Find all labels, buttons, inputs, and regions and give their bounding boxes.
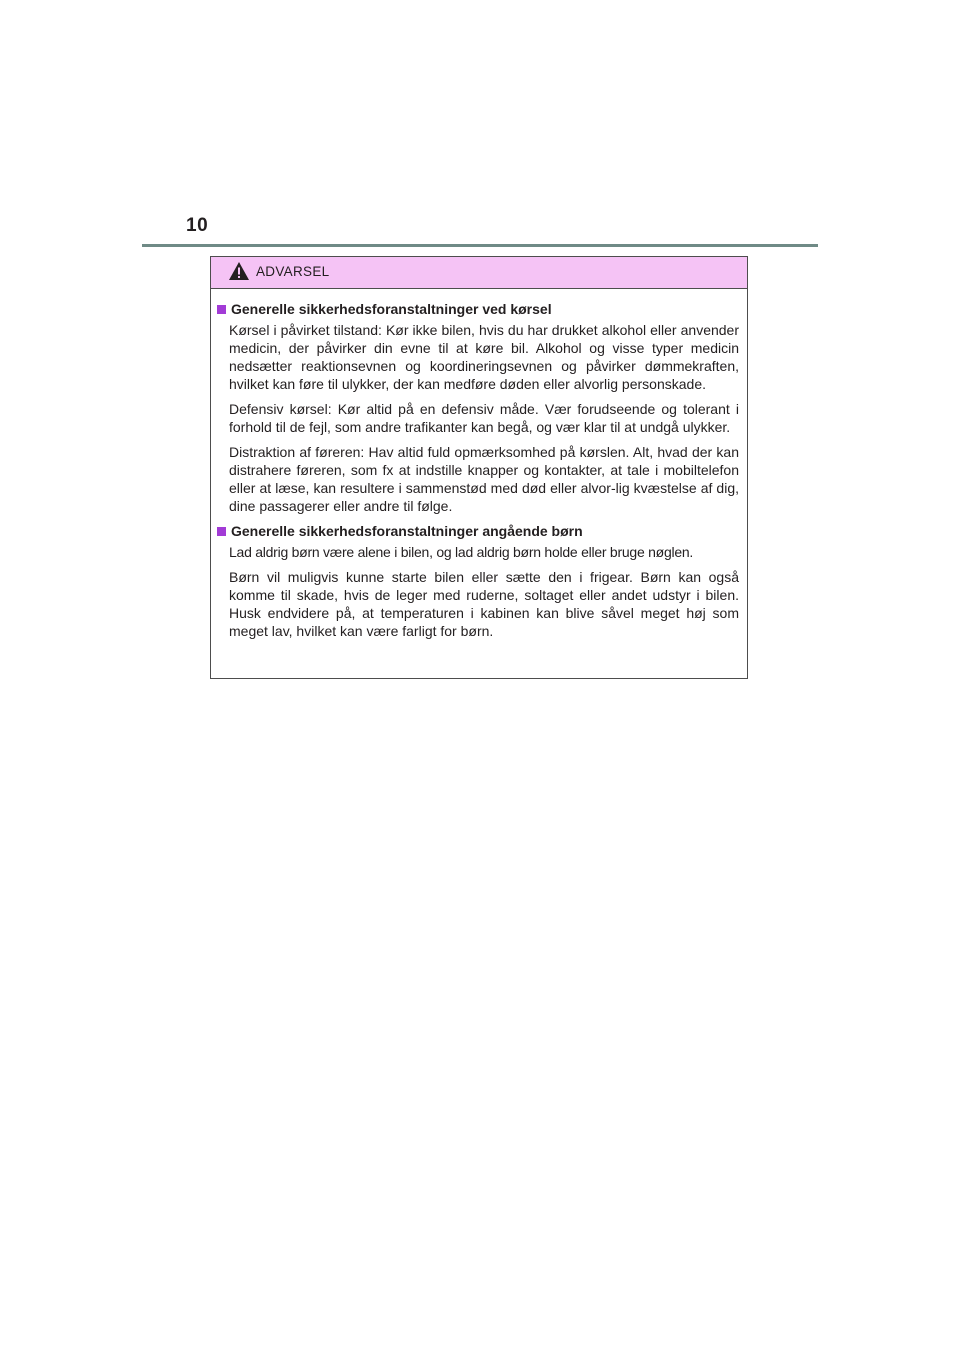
- warning-header: [211, 257, 747, 289]
- page-number: 10: [186, 215, 209, 236]
- section-heading-driving: [217, 300, 739, 318]
- section-heading-children: [217, 522, 739, 540]
- paragraph-impaired-driving: Kørsel i påvirket tilstand: Kør ikke bilen, hvis du har drukket alkohol eller anvender medicin, der påvirker din evne til at køre bil. Alkohol og visse typer medicin nedsætter reaktionsevnen og koordineringsevnen og påvirker dømmekraften, hvilket kan føre til ulykker, der kan medføre døden eller alvorlig personskade.: [229, 322, 739, 392]
- warning-title: ADVARSEL: [256, 264, 330, 279]
- section-heading-text: Generelle sikkerhedsforanstaltninger ved kørsel: [231, 301, 552, 317]
- header-rule: [142, 244, 818, 247]
- warning-box: [210, 256, 748, 679]
- square-bullet-icon: [217, 305, 226, 314]
- square-bullet-icon: [217, 527, 226, 536]
- section-heading-text: Generelle sikkerhedsforanstaltninger angående børn: [231, 523, 583, 539]
- paragraph-defensive-driving: Defensiv kørsel: Kør altid på en defensiv måde. Vær forudseende og tolerant i forhold til de fejl, som andre trafikanter kan begå, og vær klar til at undgå ulykker.: [229, 401, 739, 435]
- warning-body: [211, 289, 747, 640]
- paragraph-children-alone: Lad aldrig børn være alene i bilen, og lad aldrig børn holde eller bruge nøglen.: [229, 544, 694, 560]
- warning-triangle-icon: [228, 261, 250, 281]
- paragraph-driver-distraction: Distraktion af føreren: Hav altid fuld opmærksomhed på kørslen. Alt, hvad der kan distrahere føreren, som fx at indstille knapper og kontakter, at tale i mobiltelefon eller at læse, kan resultere i sammenstød med død eller alvor-lig kvæstelse af dig, dine passagerer eller andre til følge.: [229, 444, 739, 514]
- paragraph-children-risks: Børn vil muligvis kunne starte bilen eller sætte den i frigear. Børn kan også komme til skade, hvis de leger med ruderne, soltaget eller andet udstyr i bilen. Husk endvidere på, at temperaturen i kabinen kan blive såvel meget høj som meget lav, hvilket kan være farligt for børn.: [229, 569, 739, 639]
